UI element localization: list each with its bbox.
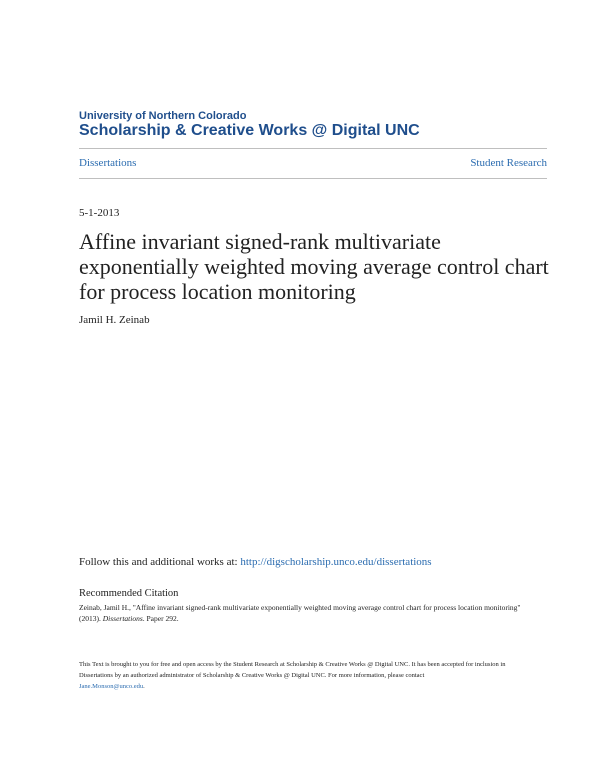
access-notice <box>79 659 539 692</box>
citation-end: . Paper 292. <box>142 614 179 623</box>
follow-text: Follow this and additional works at: <box>79 556 241 568</box>
citation-main: Zeinab, Jamil H., "Affine invariant signed-rank multivariate exponentially weighted moving average control chart for process location monitoring" (2013). <box>79 603 521 623</box>
divider-top <box>79 148 547 149</box>
author-name: Jamil H. Zeinab <box>79 314 150 326</box>
contact-email-link[interactable]: Jane.Monson@unco.edu <box>79 683 144 690</box>
divider-bottom <box>79 178 547 179</box>
dissertations-link[interactable]: Dissertations <box>79 157 137 169</box>
repository-name: Scholarship & Creative Works @ Digital UNC <box>79 122 420 139</box>
dissertations-url-link[interactable]: http://digscholarship.unco.edu/dissertations <box>240 556 432 568</box>
recommended-citation-heading: Recommended Citation <box>79 588 179 599</box>
citation-journal: Dissertations <box>102 614 143 623</box>
publication-date: 5-1-2013 <box>79 207 120 219</box>
notice-text: This Text is brought to you for free and open access by the Student Research at Scholarship & Creative Works @ Digital UNC. It has been accepted for inclusion in Dissertations by an authorized administrator of Scholarship & Creative Works @ Digital UNC. For more information, please contact <box>79 661 506 679</box>
document-title: Affine invariant signed-rank multivariate exponentially weighted moving average control chart for process location monitoring <box>79 229 549 304</box>
citation-text <box>79 602 534 624</box>
follow-line <box>79 556 432 568</box>
student-research-link[interactable]: Student Research <box>470 157 547 169</box>
notice-end: . <box>143 683 145 690</box>
institution-name: University of Northern Colorado <box>79 110 247 122</box>
